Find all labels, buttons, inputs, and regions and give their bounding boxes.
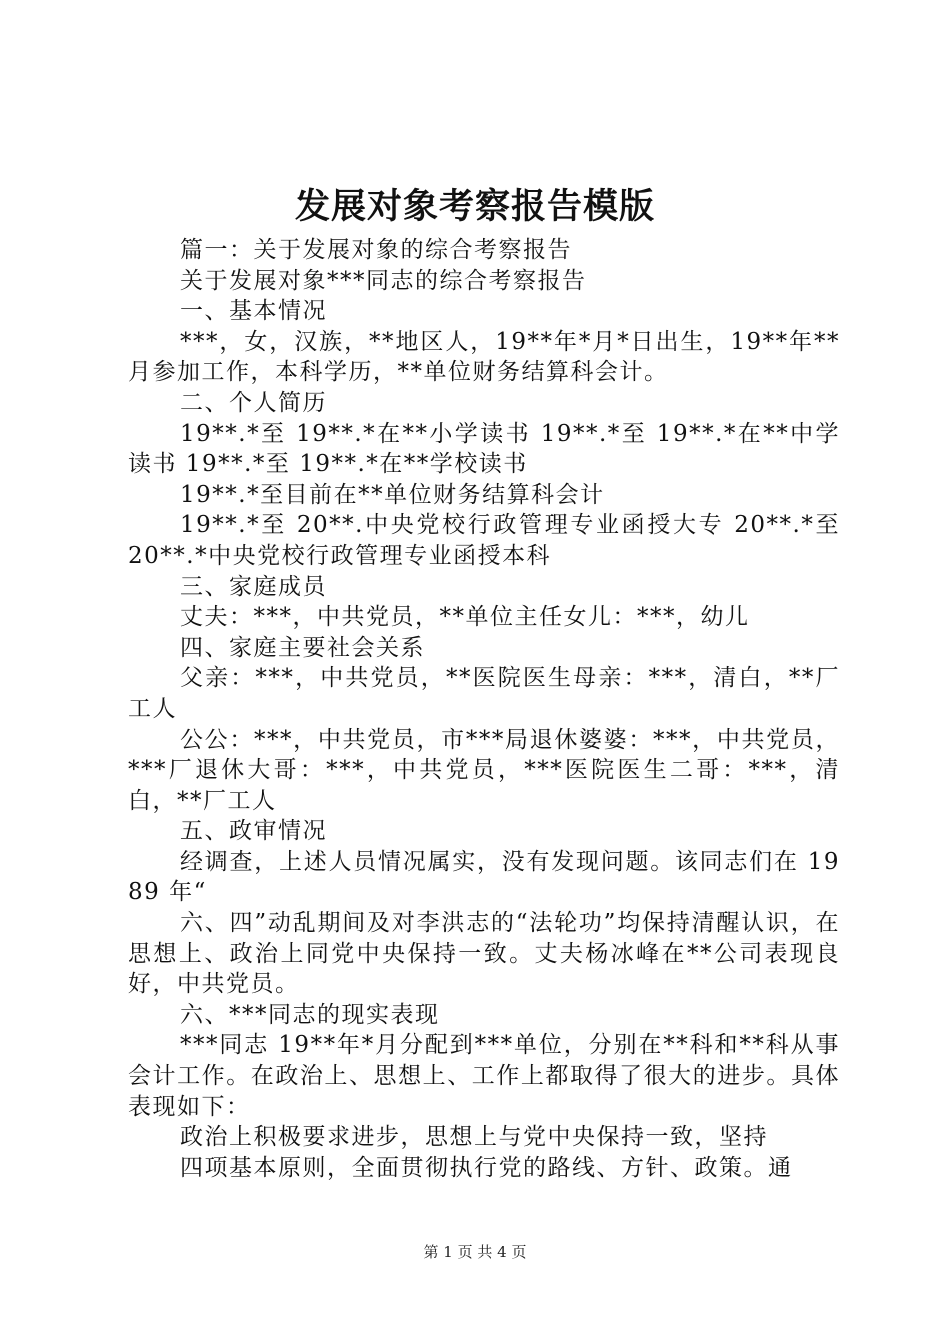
paragraph: 六、四”动乱期间及对李洪志的“法轮功”均保持清醒认识，在思想上、政治上同党中央保持一致。丈夫杨冰峰在**公司表现良好，中共党员。 [128,910,840,998]
document-title: 发展对象考察报告模版 [294,186,655,227]
paragraph: 篇一：关于发展对象的综合考察报告 [180,237,572,263]
page-footer: 第 1 页 共 4 页 [423,1243,527,1261]
document-body [128,235,840,1183]
paragraph: 丈夫：***，中共党员，**单位主任女儿：***，幼儿 [180,604,750,631]
paragraph: 公公：***，中共党员，市***局退休婆婆：***，中共党员，***厂退休大哥：***，中共党员，***医院医生二哥：***，清白，**厂工人 [128,726,840,814]
section-heading: 四、家庭主要社会关系 [180,634,425,661]
section-heading: 三、家庭成员 [180,573,327,600]
paragraph: 关于发展对象***同志的综合考察报告 [180,267,587,294]
paragraph: 父亲：***，中共党员，**医院医生母亲：***，清白，**厂工人 [128,665,840,722]
paragraph: 政治上积极要求进步，思想上与党中央保持一致，坚持 [180,1124,768,1151]
paragraph: 19**.*至 20**.中央党校行政管理专业函授大专 20**.*至 20**.*中央党校行政管理专业函授本科 [128,512,840,569]
section-heading: 二、个人简历 [180,389,327,416]
paragraph: 四项基本原则，全面贯彻执行党的路线、方针、政策。通 [180,1154,793,1181]
section-heading: 一、基本情况 [180,298,327,325]
paragraph: ***同志 19**年*月分配到***单位，分别在**科和**科从事会计工作。在政治上、思想上、工作上都取得了很大的进步。具体表现如下： [128,1032,840,1120]
paragraph: 19**.*至目前在**单位财务结算科会计 [180,481,605,508]
paragraph: 经调查，上述人员情况属实，没有发现问题。该同志们在 1989 年“ [128,848,840,906]
paragraph: ***，女，汉族，**地区人，19**年*月*日出生，19**年**月参加工作，本科学历，**单位财务结算科会计。 [128,328,840,386]
paragraph: 19**.*至 19**.*在**小学读书 19**.*至 19**.*在**中学读书 19**.*至 19**.*在**学校读书 [128,420,840,478]
section-heading: 六、***同志的现实表现 [180,1001,440,1028]
section-heading: 五、政审情况 [180,818,327,845]
